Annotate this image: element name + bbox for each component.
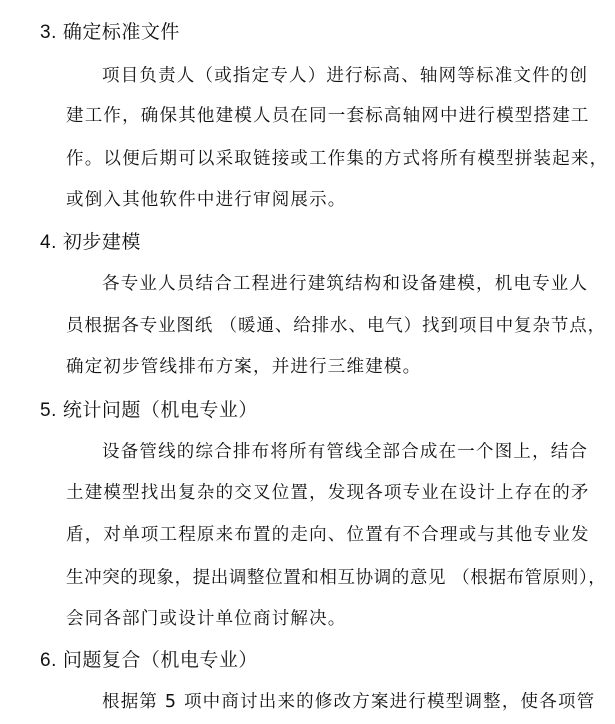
section-3-title: 确定标准文件 <box>62 21 180 43</box>
section-5-line-2: 土建模型找出复杂的交叉位置，发现各项专业在设计上存在的矛 <box>66 483 590 503</box>
section-4-title: 初步建模 <box>62 231 141 253</box>
section-6-number: 6. <box>40 650 57 671</box>
section-4-line-1: 各专业人员结合工程进行建筑结构和设备建模，机电专业人 <box>102 274 589 294</box>
section-5-line-1: 设备管线的综合排布将所有管线全部合成在一个图上，结合 <box>102 442 589 462</box>
section-3-line-1: 项目负责人（或指定专人）进行标高、轴网等标准文件的创 <box>102 66 589 86</box>
section-3-number: 3. <box>40 22 57 43</box>
section-3-line-4: 或倒入其他软件中进行审阅展示。 <box>66 190 347 210</box>
section-6-heading <box>40 646 258 675</box>
section-5-line-3: 盾，对单项工程原来布置的走向、位置有不合理或与其他专业发 <box>66 525 590 545</box>
section-4-line-2: 员根据各专业图纸 （暖通、给排水、电气）找到项目中复杂节点， <box>66 316 607 336</box>
section-5-line-5: 会同各部门或设计单位商讨解决。 <box>66 609 347 629</box>
section-4-line-3: 确定初步管线排布方案，并进行三维建模。 <box>66 357 422 377</box>
section-3-heading <box>40 18 180 47</box>
section-4-heading <box>40 228 141 257</box>
section-4-number: 4. <box>40 232 57 253</box>
section-3-line-3: 作。以便后期可以采取链接或工作集的方式将所有模型拼装起来， <box>66 149 609 169</box>
section-5-title: 统计问题（机电专业） <box>62 399 258 421</box>
section-6-title: 问题复合（机电专业） <box>62 649 258 671</box>
section-5-heading <box>40 396 258 425</box>
section-5-line-4: 生冲突的现象，提出调整位置和相互协调的意见 （根据布管原则）， <box>66 568 607 588</box>
section-6-line-1: 根据第 5 项中商讨出来的修改方案进行模型调整，使各项管 <box>102 692 596 712</box>
section-5-number: 5. <box>40 400 57 421</box>
section-3-line-2: 建工作，确保其他建模人员在同一套标高轴网中进行模型搭建工 <box>66 106 590 126</box>
